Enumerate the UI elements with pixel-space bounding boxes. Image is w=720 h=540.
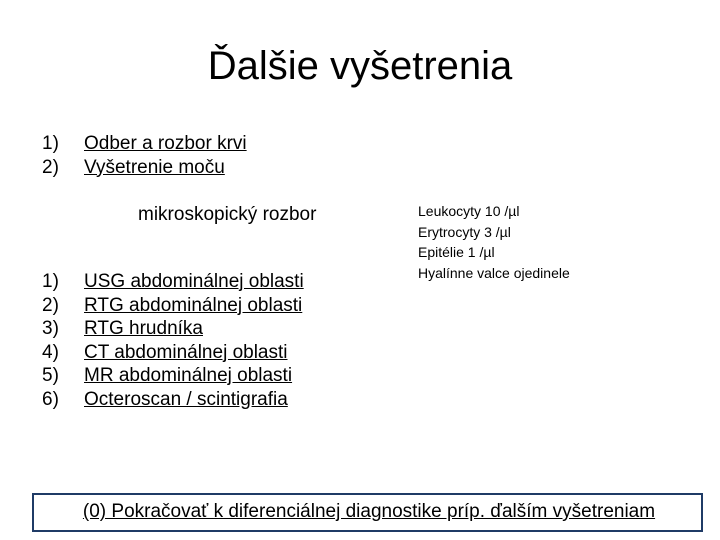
lab-result-line: Epitélie 1 /µl xyxy=(418,244,495,260)
list-number: 2) xyxy=(42,294,59,316)
link-usg-abdomen[interactable]: USG abdominálnej oblasti xyxy=(84,271,304,292)
lab-result-line: Erytrocyty 3 /µl xyxy=(418,223,511,240)
link-ct-abdomen[interactable]: CT abdominálnej oblasti xyxy=(84,341,288,363)
link-octreoscan[interactable]: Octeroscan / scintigrafia xyxy=(84,388,288,410)
exam-list-imaging xyxy=(42,270,304,411)
lab-result-line: Leukocyty 10 /µl xyxy=(418,203,520,219)
list-item xyxy=(42,132,247,156)
link-urine-test[interactable]: Vyšetrenie moču xyxy=(84,156,225,178)
list-item xyxy=(42,341,304,365)
list-item xyxy=(42,270,304,294)
list-number: 4) xyxy=(42,341,59,363)
link-mr-abdomen[interactable]: MR abdominálnej oblasti xyxy=(84,365,293,386)
list-item xyxy=(42,156,247,180)
list-item xyxy=(42,388,304,412)
link-rtg-chest[interactable]: RTG hrudníka xyxy=(84,318,203,339)
list-item xyxy=(42,294,304,318)
lab-result-line: Hyalínne valce ojedinele xyxy=(418,264,570,281)
list-number: 1) xyxy=(42,133,59,154)
list-item xyxy=(42,317,304,341)
differential-diagnosis-link[interactable]: (0) Pokračovať k diferenciálnej diagnostike príp. ďalším vyšetreniam xyxy=(82,501,656,522)
page-title: Ďalšie vyšetrenia xyxy=(207,44,513,88)
list-number: 6) xyxy=(42,388,59,410)
list-number: 5) xyxy=(42,365,59,386)
urine-subitem: mikroskopický rozbor xyxy=(138,204,317,225)
list-number: 3) xyxy=(42,318,59,339)
lab-results xyxy=(418,201,570,283)
exam-list-primary xyxy=(42,132,247,179)
list-number: 2) xyxy=(42,156,59,178)
link-rtg-abdomen[interactable]: RTG abdominálnej oblasti xyxy=(84,294,303,316)
link-blood-test[interactable]: Odber a rozbor krvi xyxy=(84,133,247,154)
list-number: 1) xyxy=(42,271,59,292)
list-item xyxy=(42,364,304,388)
